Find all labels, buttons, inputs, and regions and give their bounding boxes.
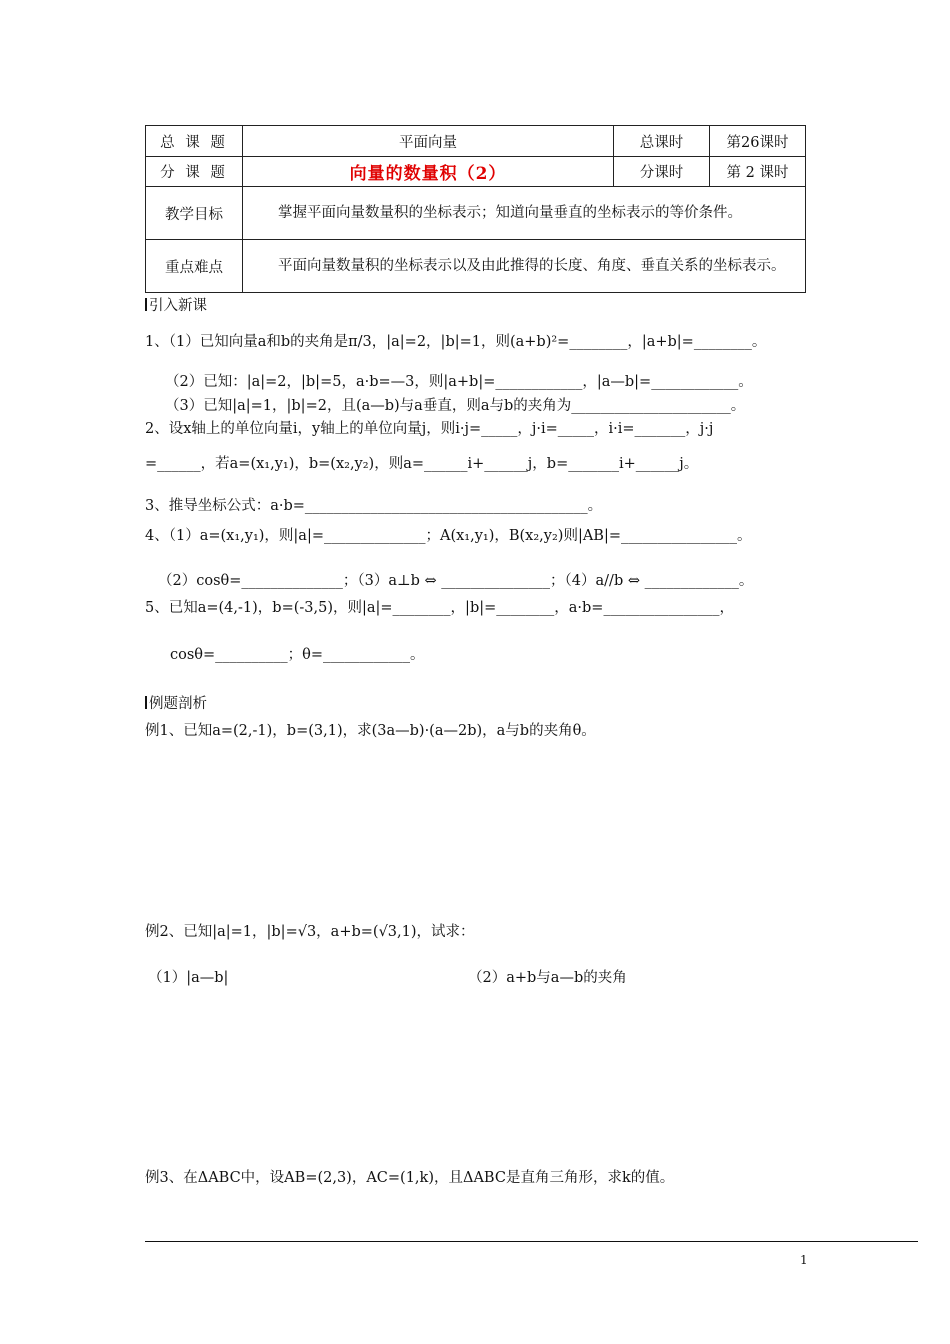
example-1: 例1、已知a=(2,-1)，b=(3,1)，求(3a—b)·(a—2b)，a与b的夹角θ。 — [145, 723, 596, 739]
section-examples: 例题剖析 — [145, 692, 207, 713]
section-intro: 引入新课 — [145, 294, 207, 315]
total-topic-value: 平面向量 — [243, 126, 614, 157]
question-2-line-2: =______，若a=(x₁,y₁)，b=(x₂,y₂)，则a=______i+______j，b=_______i+______j。 — [145, 456, 699, 472]
example-3: 例3、在ΔABC中，设AB=(2,3)，AC=(1,k)，且ΔABC是直角三角形，求k的值。 — [145, 1170, 675, 1186]
example-2-part-1: （1）|a—b| — [148, 970, 229, 986]
total-hours-label: 总课时 — [614, 126, 710, 157]
sub-topic-label: 分 课 题 — [146, 157, 243, 187]
question-1-2: （2）已知：|a|=2，|b|=5，a·b=—3，则|a+b|=____________，|a—b|=____________。 — [165, 374, 753, 390]
question-4-1: 4、（1）a=(x₁,y₁)，则|a|=______________；A(x₁,y₁)，B(x₂,y₂)则|AB|=________________。 — [145, 528, 752, 544]
question-5-line-1: 5、已知a=(4,-1)，b=(-3,5)，则|a|=________，|b|=________，a·b=________________， — [145, 600, 734, 616]
teaching-goal-label: 教学目标 — [146, 187, 243, 240]
section-marker — [145, 696, 147, 709]
key-points-label: 重点难点 — [146, 240, 243, 293]
question-3: 3、推导坐标公式：a·b=_______________________________________。 — [145, 498, 603, 514]
total-hours-value: 第26课时 — [710, 126, 806, 157]
teaching-goal-text: 掌握平面向量数量积的坐标表示；知道向量垂直的坐标表示的等价条件。 — [243, 187, 806, 240]
page-number: 1 — [800, 1253, 808, 1267]
question-1-3: （3）已知|a|=1，|b|=2，且(a—b)与a垂直，则a与b的夹角为______________________。 — [165, 398, 746, 414]
key-points-text: 平面向量数量积的坐标表示以及由此推得的长度、角度、垂直关系的坐标表示。 — [243, 240, 806, 293]
example-2: 例2、已知|a|=1，|b|=√3，a+b=(√3,1)，试求： — [145, 924, 475, 940]
question-1-1: 1、（1）已知向量a和b的夹角是π/3，|a|=2，|b|=1，则(a+b)²=________，|a+b|=________。 — [145, 334, 767, 350]
sub-hours-value: 第 2 课时 — [710, 157, 806, 187]
question-4-2: （2）cosθ=______________；（3）a⊥b ⇔ _______________；（4）a//b ⇔ _____________。 — [158, 573, 754, 589]
example-2-part-2: （2）a+b与a—b的夹角 — [468, 970, 627, 986]
sub-topic-title: 向量的数量积（2） — [243, 157, 614, 187]
sub-hours-label: 分课时 — [614, 157, 710, 187]
question-2-line-1: 2、设x轴上的单位向量i，y轴上的单位向量j，则i·j=_____，j·i=_____，i·i=_______，j·j — [145, 421, 714, 437]
total-topic-label: 总 课 题 — [146, 126, 243, 157]
lesson-info-table — [145, 125, 806, 293]
footer-divider — [145, 1241, 918, 1242]
section-marker — [145, 298, 147, 311]
question-5-line-2: cosθ=__________；θ=____________。 — [170, 647, 425, 663]
